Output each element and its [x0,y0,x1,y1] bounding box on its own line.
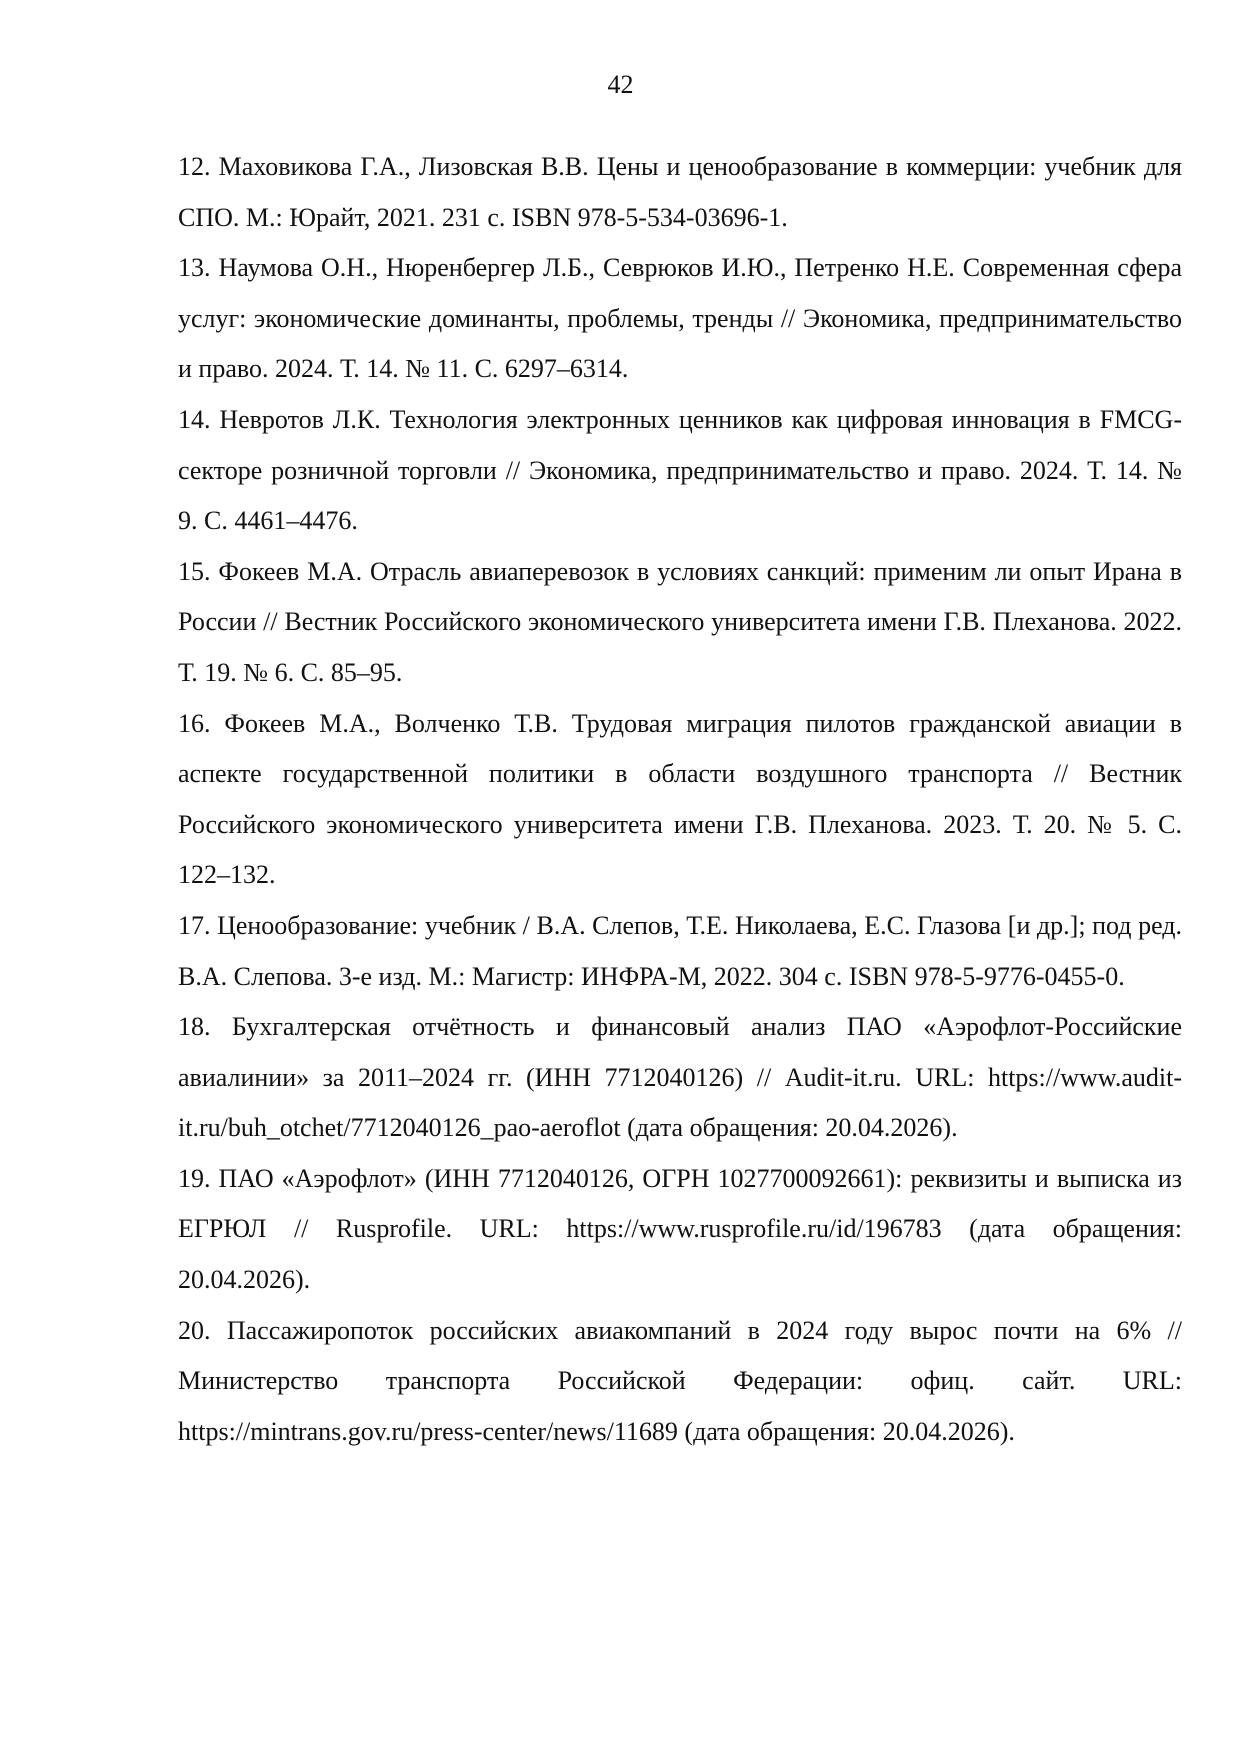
reference-item-15: 15. Фокеев М.А. Отрасль авиаперевозок в условиях санкций: применим ли опыт Ирана в России // Вестник Российского экономического университета имени Г.В. Плеханова. 2022. Т. 19. № 6. С. 85–95. [178,556,1182,687]
reference-item-12: 12. Маховикова Г.А., Лизовская В.В. Цены и ценообразование в коммерции: учебник для СПО. М.: Юрайт, 2021. 231 с. ISBN 978-5-534-03696-1. [178,152,1182,232]
reference-item-17: 17. Ценообразование: учебник / В.А. Слепов, Т.Е. Николаева, Е.С. Глазова [и др.]; под ред. В.А. Слепова. 3-е изд. М.: Магистр: ИНФРА-М, 2022. 304 с. ISBN 978-5-9776-0455-0. [178,910,1182,991]
reference-item-14: 14. Невротов Л.К. Технология электронных ценников как цифровая инновация в FMCG-секторе розничной торговли // Экономика, предпринимательство и право. 2024. Т. 14. № 9. С. 4461–4476. [178,404,1182,536]
page-number: 42 [607,70,634,99]
reference-item-20: 20. Пассажиропоток российских авиакомпаний в 2024 году вырос почти на 6% // Министерство транспорта Российской Федерации: офиц. сайт. URL: https://mintrans.gov.ru/press-center/news/11689 (дата обращения: 20.04.2026). [178,1315,1182,1446]
reference-item-18: 18. Бухгалтерская отчётность и финансовый анализ ПАО «Аэрофлот-Российские авиалинии» за 2011–2024 гг. (ИНН 7712040126) // Audit-it.ru. URL: https://www.audit-it.ru/buh_otchet/7712040126_pao-aeroflot (дата обращения: 20.04.2026). [178,1012,1182,1143]
reference-item-16: 16. Фокеев М.А., Волченко Т.В. Трудовая миграция пилотов гражданской авиации в аспекте государственной политики в области воздушного транспорта // Вестник Российского экономического университета имени Г.В. Плеханова. 2023. Т. 20. № 5. С. 122–132. [178,708,1182,890]
reference-item-19: 19. ПАО «Аэрофлот» (ИНН 7712040126, ОГРН 1027700092661): реквизиты и выписка из ЕГРЮЛ // Rusprofile. URL: https://www.rusprofile.ru/id/196783 (дата обращения: 20.04.2026). [178,1163,1182,1295]
reference-item-13: 13. Наумова О.Н., Нюренбергер Л.Б., Севрюков И.Ю., Петренко Н.Е. Современная сфера услуг: экономические доминанты, проблемы, тренды // Экономика, предпринимательство и право. 2024. Т. 14. № 11. С. 6297–6314. [178,253,1182,384]
reference-list [178,142,1182,1457]
